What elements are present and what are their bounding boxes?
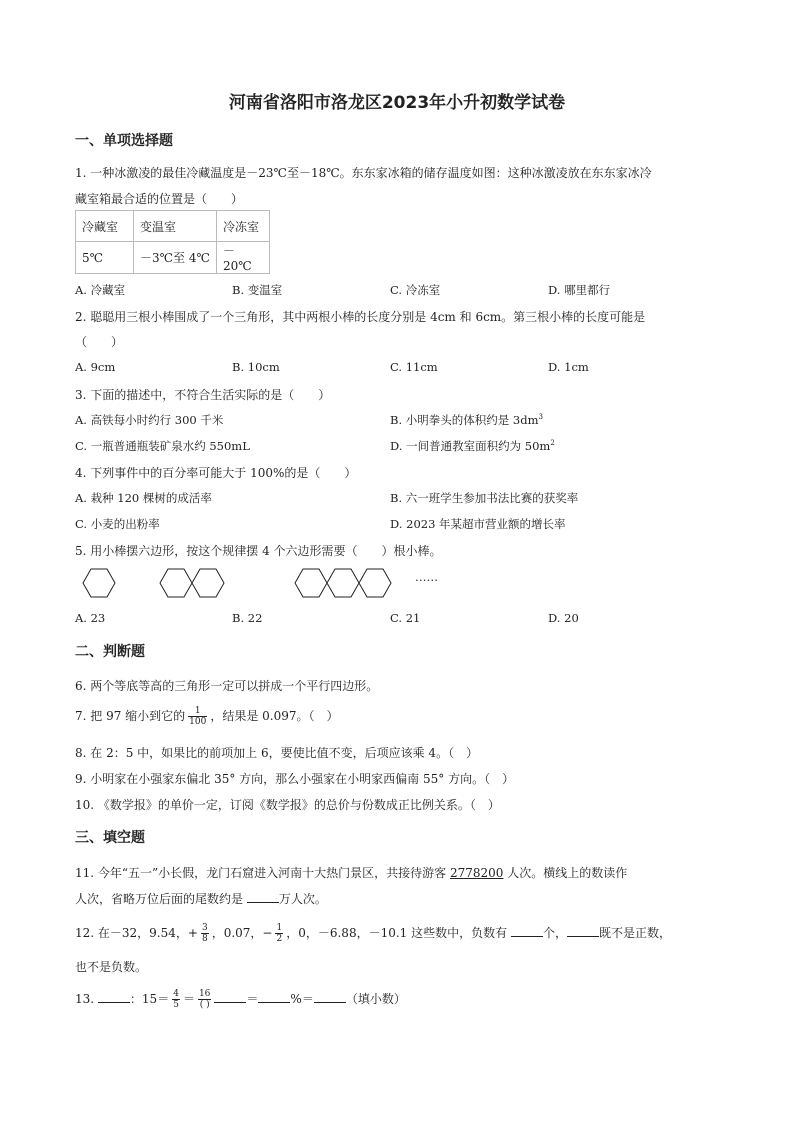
question-1-text: 1. 一种冰激凌的最佳冷藏温度是－23℃至－18℃。东东家冰箱的储存温度如图：这种冰激凌放在东东家冰冷 [75, 166, 652, 180]
page-title: 河南省洛阳市洛龙区2023年小升初数学试卷 [228, 93, 566, 113]
question-12-text: 12. 在－32，9.54，+ $\frac{3}{8}$ ，0.07，− $\frac{1}{2}$ ，0，－6.88，－10.1 这些数中，负数有 个， 既不是正数， [75, 923, 671, 944]
question-12-text-cont: 也不是负数。 [75, 960, 148, 974]
q2-option-b[interactable]: B. 10cm [232, 360, 280, 374]
answer-blank[interactable] [258, 990, 290, 1003]
section-heading-single-choice: 一、单项选择题 [75, 133, 173, 149]
hexagon-1 [83, 569, 115, 597]
table-value-cell: －3℃至 4℃ [134, 242, 217, 274]
question-4-text: 4. 下列事件中的百分率可能大于 100%的是（ ） [75, 466, 357, 480]
underlined-number: 2778200 [450, 866, 504, 880]
question-13-text: 13. ：15＝ $\frac{4}{5}$ ＝ $\frac{16}{( )}$ ＝ %＝ （填小数） [75, 989, 406, 1010]
hexagon-2b [192, 569, 224, 597]
question-2-text-cont: （ ） [75, 335, 124, 349]
answer-blank[interactable] [567, 924, 599, 937]
question-5-text: 5. 用小棒摆六边形，按这个规律摆 4 个六边形需要（ ）根小棒。 [75, 544, 442, 558]
question-7-text: 7. 把 97 缩小到它的 $\frac{1}{100}$ ，结果是 0.097。（ ） [75, 706, 339, 727]
q3-option-b[interactable]: B. 小明拳头的体积约是 $3dm^3$ [390, 413, 543, 427]
q5-option-b[interactable]: B. 22 [232, 611, 263, 625]
q4-option-a[interactable]: A. 栽种 120 棵树的成活率 [75, 491, 212, 505]
q2-option-a[interactable]: A. 9cm [75, 360, 116, 374]
hexagon-3b [327, 569, 359, 597]
table-value-cell: －20℃ [217, 242, 270, 274]
q2-option-c[interactable]: C. 11cm [390, 360, 438, 374]
q5-option-c[interactable]: C. 21 [390, 611, 421, 625]
table-value-cell: 5℃ [76, 242, 134, 274]
question-11-text: 11. 今年“五一”小长假，龙门石窟进入河南十大热门景区，共接待游客 2778200 人次。横线上的数读作 [75, 866, 628, 880]
hexagon-pattern-figure [75, 560, 415, 606]
answer-blank[interactable] [314, 990, 346, 1003]
q4-option-d[interactable]: D. 2023 年某超市营业额的增长率 [390, 517, 566, 531]
question-6-text: 6. 两个等底等高的三角形一定可以拼成一个平行四边形。 [75, 679, 379, 693]
question-3-text: 3. 下面的描述中，不符合生活实际的是（ ） [75, 388, 331, 402]
pattern-ellipsis: …… [415, 570, 438, 584]
question-8-text: 8. 在 2：5 中，如果比的前项加上 6，要使比值不变，后项应该乘 4。（ ） [75, 746, 479, 760]
hexagon-3a [295, 569, 327, 597]
q5-option-d[interactable]: D. 20 [548, 611, 579, 625]
q3-option-c[interactable]: C. 一瓶普通瓶装矿泉水约 550mL [75, 439, 250, 453]
hexagon-3c [359, 569, 391, 597]
question-2-text: 2. 聪聪用三根小棒围成了一个三角形，其中两根小棒的长度分别是 4cm 和 6cm。第三根小棒的长度可能是 [75, 310, 646, 324]
q2-option-d[interactable]: D. 1cm [548, 360, 589, 374]
section-heading-fill-blank: 三、填空题 [75, 830, 145, 846]
answer-blank[interactable] [247, 890, 279, 903]
hexagon-2a [160, 569, 192, 597]
table-header-cell: 冷藏室 [76, 211, 134, 242]
table-header-cell: 冷冻室 [217, 211, 270, 242]
q4-option-b[interactable]: B. 六一班学生参加书法比赛的获奖率 [390, 491, 579, 505]
table-header-cell: 变温室 [134, 211, 217, 242]
q1-option-b[interactable]: B. 变温室 [232, 283, 283, 297]
question-10-text: 10. 《数学报》的单价一定，订阅《数学报》的总价与份数成正比例关系。（ ） [75, 798, 500, 812]
answer-blank[interactable] [511, 924, 543, 937]
q1-option-d[interactable]: D. 哪里都行 [548, 283, 611, 297]
fraction-1-100: $\frac{1}{100}$ [189, 706, 207, 727]
q3-option-a[interactable]: A. 高铁每小时约行 300 千米 [75, 413, 224, 427]
q4-option-c[interactable]: C. 小麦的出粉率 [75, 517, 160, 531]
answer-blank[interactable] [98, 990, 130, 1003]
q1-option-c[interactable]: C. 冷冻室 [390, 283, 441, 297]
q1-option-a[interactable]: A. 冷藏室 [75, 283, 126, 297]
q5-option-a[interactable]: A. 23 [75, 611, 106, 625]
section-heading-true-false: 二、判断题 [75, 644, 145, 660]
fridge-temperature-table [75, 210, 270, 274]
answer-blank[interactable] [214, 990, 246, 1003]
question-9-text: 9. 小明家在小强家东偏北 35° 方向，那么小强家在小明家西偏南 55° 方向。（ ） [75, 772, 515, 786]
question-1-text-cont: 藏室箱最合适的位置是（ ） [75, 192, 244, 206]
q3-option-d[interactable]: D. 一间普通教室面积约为 $50m^2$ [390, 439, 555, 453]
question-11-text-cont: 人次，省略万位后面的尾数约是 万人次。 [75, 892, 327, 906]
